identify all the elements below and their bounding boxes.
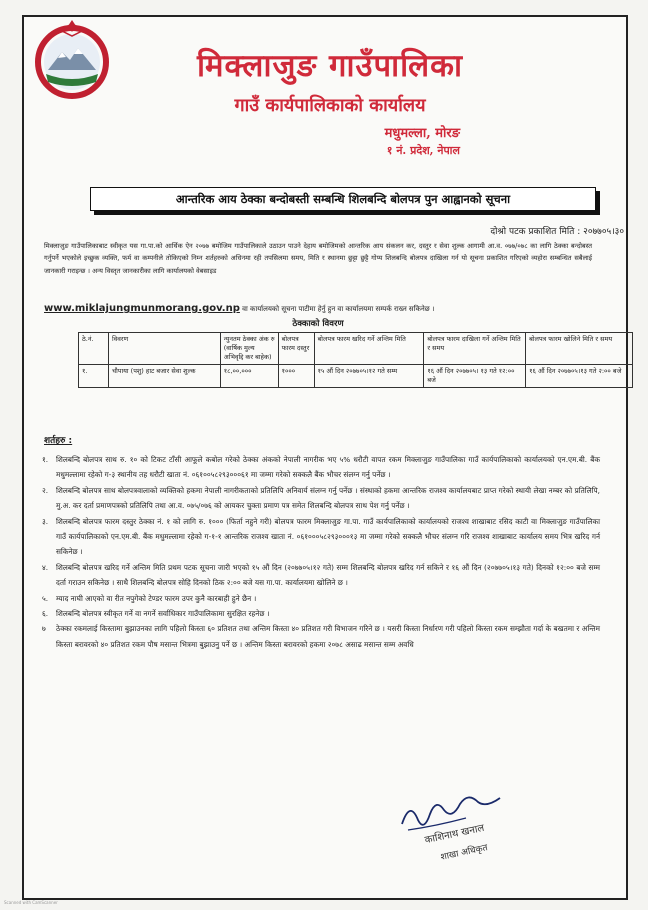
condition-text: ठेक्का रकमलाई किस्तामा बुझाउनका लागि पहिलो किस्ता ६० प्रतिशत तथा अन्तिम किस्ता ४० प्रतिशत गरी विभाजन गरिने छ । यसरी किस्ता निर्धारण गरी पहिलो किस्ता रकम सम्झौता गर्दा के बखतमा र अन्तिम किस्ता बरावरको ४० प्रतिशत रकम पौष मसान्त भित्रमा बुझाउनु पर्ने छ । अन्तिम किस्ता बरावरको हकमा २०७८ असाढ मसान्त सम्म अवधि [56, 624, 600, 649]
header-cell: ठे.नं. [79, 333, 109, 365]
notice-title-banner: आन्तरिक आय ठेक्का बन्दोबस्ती सम्बन्धि शिलबन्दि बोलपत्र पुन आह्वानको सूचना [90, 187, 596, 211]
website-line [44, 303, 604, 314]
table-row [79, 365, 633, 388]
table-cell: १००० [278, 365, 314, 388]
table-cell: १६ औं दिन २०७७०५।१३ गते २:०० बजे [526, 365, 633, 388]
municipality-title: मिक्लाजुङ गाउँपालिका [196, 48, 464, 84]
scanner-watermark: Scanned with CamScanner [4, 900, 58, 905]
website-link[interactable]: www.miklajungmunmorang.gov.np [44, 303, 240, 314]
header-cell: विवरण [108, 333, 220, 365]
header-cell: बोलपत्र फारम खोलिने मिति र समय [526, 333, 633, 365]
condition-item [42, 621, 600, 652]
contract-details-table [78, 332, 633, 388]
province-label: १ नं. प्रदेश, नेपाल [386, 144, 460, 157]
condition-number: ५. [42, 593, 49, 603]
table-cell: १६ औं दिन २०७७०५। १३ गते १२:०० बजे [424, 365, 526, 388]
condition-number: ६. [42, 609, 49, 619]
condition-number: ४. [42, 562, 49, 572]
condition-item [42, 514, 600, 560]
signatory-role: शाखा अधिकृत [439, 843, 489, 863]
signatory-name: काशिनाथ खनाल [423, 822, 486, 847]
table-header-row [79, 333, 633, 365]
condition-item [42, 483, 600, 514]
condition-number: २. [42, 485, 49, 495]
office-subtitle: गाउँ कार्यपालिकाको कार्यालय [234, 95, 426, 116]
header-cell: बोलपत्र फारम दाखिला गर्ने अन्तिम मिति र समय [424, 333, 526, 365]
conditions-list [42, 452, 600, 652]
condition-text: शिलबन्दि बोलपत्र फारम दस्तुर ठेक्का नं. १ को लागि रु. १००० (फिर्ता नहुने गरी) बोलपत्र फारम मिक्लाजुङ गा.पा. गाउँ कार्यपालिकाको कार्यालयको राजश्व शाखाबाट रसिद काटी वा मिक्लाजुङ गाउँपालिका गाउँ कार्यपालिकाको एन.एम.बी. बैंक मधुमल्लामा रहेको ग-१-१ आन्तरिक राजश्व खाता नं. ०६१०००५८२९३०००१३ मा जम्मा गरेको सक्कलै भौचर संलग्न गरि राजश्व शाखाबाट कार्यालय समय भित्र खरिद गर्न सकिनेछ । [56, 516, 600, 557]
table-cell: १५ औं दिन २०७७०५।१२ गते सम्म [314, 365, 424, 388]
notice-intro-paragraph: मिक्लाजुङ गाउँपालिकाबाट स्वीकृत यस गा.पा.को आर्थिक ऐन २०७७ बमोजिम गाउँपालिकाले उठाउन पाउने देहाय बमोजिमको आन्तरिक आय संकलन कर, दस्तुर र सेवा शुल्क आगामी आ.व. ०७७/०७८ का लागि ठेक्का बन्दोबस्त गर्नुपर्ने भएकोले इच्छुक व्यक्ति, फर्म वा कम्पनीले तोकिएको निम्न शर्तहरुको अधिनमा रही तपसिलमा समय, मिति र स्थानमा छुट्टा छुट्टै गोप्य शिलबन्दि बोलपत्र दाखिला गर्न यो सूचना प्रकाशित गरिएको व्यहोरा सम्बन्धित सबैलाई जानकारी गराइन्छ । अन्य विस्तृत जानकारीका लागि कार्यालयको वेबसाइड [44, 242, 592, 275]
office-location: मधुमल्ला, मोरङ [384, 126, 460, 141]
table-cell: १८,००,००० [220, 365, 278, 388]
table-cell: चौपाया (पशु) हाट बजार सेवा शुल्क [108, 365, 220, 388]
conditions-heading: शर्तहरु : [44, 436, 73, 446]
condition-item [42, 560, 600, 591]
condition-text: शिलबन्दि बोलपत्र खरिद गर्ने अन्तिम मिति प्रथम पटक सूचना जारी भएको १५ औं दिन (२०७७०५।१२ गते) सम्म शिलबन्दि बोलपत्र खरिद गर्न सकिने र १६ औं दिन (२०७७०५।१३ गते) दिनको १२:०० बजे सम्म दर्ता गराउन सकिनेछ । साथै शिलबन्दि बोलपत्र सोहि दिनको ठिक २:०० बजे यस गा.पा. कार्यालयमा खोलिने छ । [56, 562, 600, 588]
nepal-emblem-icon [30, 18, 114, 102]
table-cell: १. [79, 365, 109, 388]
condition-item [42, 591, 600, 606]
table-title: ठेक्काको विवरण [292, 319, 344, 329]
condition-item [42, 606, 600, 621]
condition-text: शिलबन्दि बोलपत्र साथ बोलपत्रवालाको व्यक्तिको हकमा नेपाली नागरीकताको प्रतिलिपि अनिवार्य संलग्न गर्नु पर्नेछ । संस्थाको हकमा आन्तरिक राजश्व कार्यालयबाट प्राप्त गरेको स्थायी लेखा नम्बर को प्रतिलिपि, मु.अ. कर दर्ता प्रमाणपत्रको प्रतिलिपि तथा आ.व. ०७५/०७६ को आयकर चुक्ता प्रमाण पत्र समेत शिलबन्दि बोलपत्र साथ पेश गर्नु पर्नेछ । [56, 485, 600, 511]
condition-number: ७ [42, 624, 46, 634]
header-cell: बोलपत्र फारम दस्तुर [278, 333, 314, 365]
website-suffix: वा कार्यालयको सूचना पाटीमा हेर्नु हुन वा कार्यालयमा सम्पर्क राख्न सकिनेछ । [239, 305, 435, 313]
condition-number: ३. [42, 516, 49, 526]
publication-date: दोश्रो पटक प्रकाशित मिति : २०७७०५।३० [490, 227, 624, 237]
condition-number: १. [42, 455, 49, 464]
header-cell: बोलपत्र फारम खरिद गर्ने अन्तिम मिति [314, 333, 424, 365]
condition-text: म्याद नाघी आएको वा रीत नपुगेको टेण्डर फारम उपर कुनै कारबाही हुने छैन । [56, 593, 257, 603]
condition-text: शिलबन्दि बोलपत्र साथ रु. १० को टिकट टाँसी आफूले कबोल गरेको ठेक्का अंकको नेपाली नागरीक भए ५% धरौटी वापत रकम मिक्लाजुङ गाउँपालिका गाउँ कार्यपालिकाको कार्यालयको एन.एम.बी. बैंक मधुमल्लामा रहेको ग-३ स्थानीय तह धरौटी खाता नं. ०६१००५८२९३०००६१ मा जम्मा गरेको सक्कलै बैंक भौचर संलग्न गर्नु पर्नेछ । [56, 455, 600, 480]
condition-text: शिलबन्दि बोलपत्र स्वीकृत गर्ने वा नगर्ने सर्वाधिकार गाउँपालिकामा सुरक्षित रहनेछ । [56, 609, 270, 619]
condition-item [42, 452, 600, 483]
header-cell: न्युनतम ठेक्का अंक रु (वार्षिक मुल्य अभिवृद्दि कर बाहेक) [220, 333, 278, 365]
